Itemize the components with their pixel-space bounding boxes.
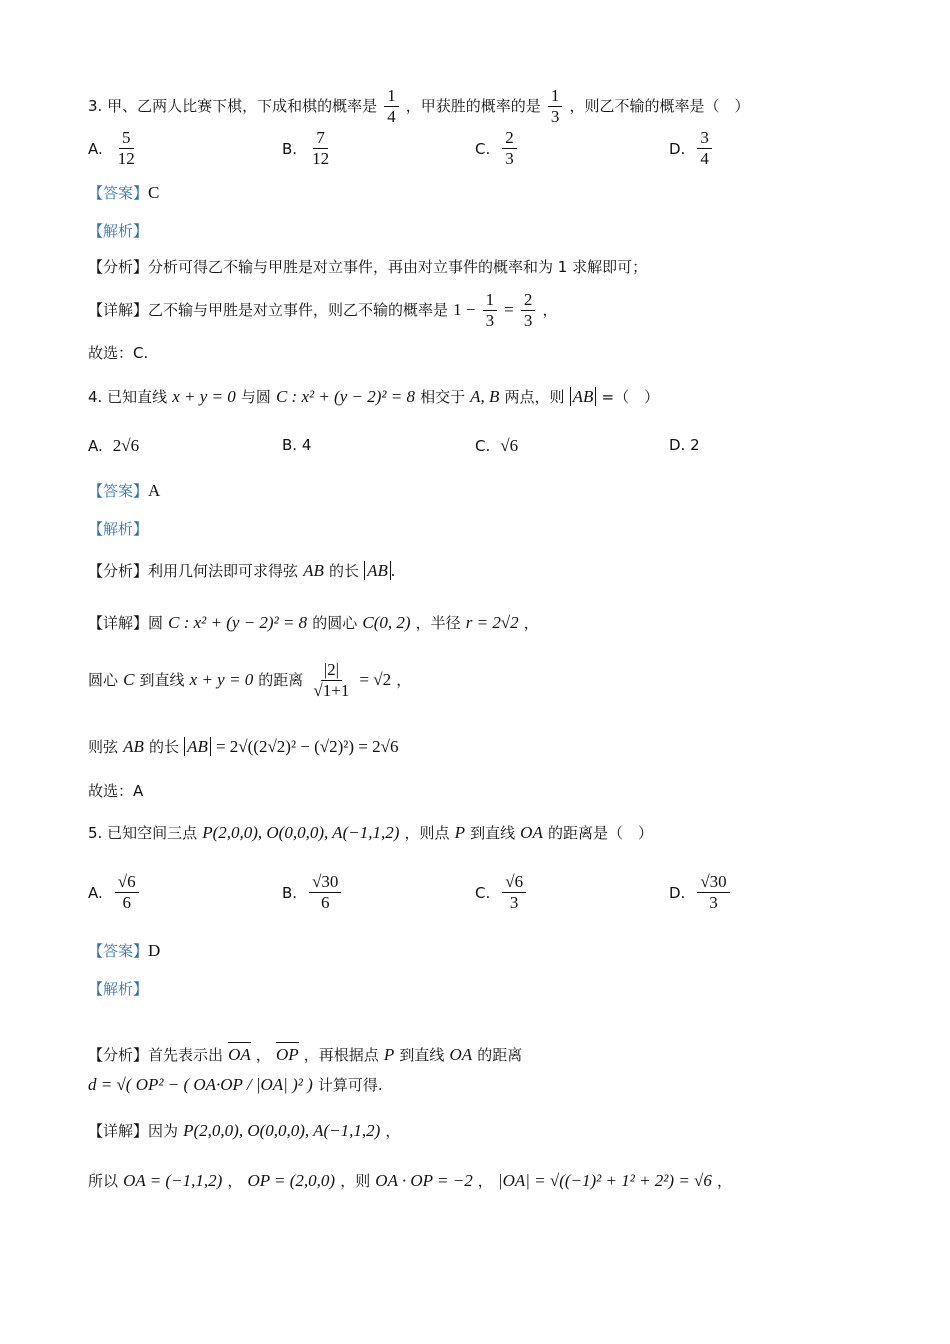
q5-xiangjie-1: 【详解】因为 P(2,0,0), O(0,0,0), A(−1,1,2) ，	[88, 1121, 401, 1140]
q5-answer: 【答案】D	[88, 941, 161, 960]
q4-option-d: D. 2	[669, 436, 700, 454]
q5-option-d: D. $\frac{√30}{3}$	[669, 872, 732, 913]
q4-option-c: C. √6	[475, 436, 519, 455]
q3-fenxi: 【分析】分析可得乙不输与甲胜是对立事件，再由对立事件的概率和为 1 求解即可；	[88, 258, 648, 276]
q4-fenxi: 【分析】利用几何法即可求得弦 AB 的长 AB .	[88, 561, 396, 580]
q3-fraction-win: $\frac{1}{3}$	[548, 86, 563, 127]
q5-option-c: C. $\frac{√6}{3}$	[475, 872, 528, 913]
q4-xiangjie-1: 【详解】圆 C : x² + (y − 2)² = 8 的圆心 C(0, 2) ，半径 r = 2√2 ，	[88, 613, 539, 632]
q4-option-a: A. 2√6	[88, 436, 140, 455]
q3-guxuan: 故选：C.	[88, 344, 149, 362]
q3-stem: 3. 甲、乙两人比赛下棋，下成和棋的概率是 $\frac{1}{4}$ ，甲获胜的概率的是 $\frac{1}{3}$ ，则乙不输的概率是（ ）	[88, 86, 750, 126]
q5-fenxi-formula: d = √( OP² − ( OA·OP / |OA| )² ) 计算可得.	[88, 1075, 383, 1094]
q5-jiexi: 【解析】	[88, 980, 149, 998]
q4-option-b: B. 4	[282, 436, 312, 454]
q4-xiangjie-2: 圆心 C 到直线 x + y = 0 的距离 $\frac{|2|}{√1+1}$ = √2 ，	[88, 660, 412, 700]
q4-jiexi: 【解析】	[88, 520, 149, 538]
q5-xiangjie-2: 所以 OA = (−1,1,2) ， OP = (2,0,0) ，则 OA · OP = −2 ， |OA| = √((−1)² + 1² + 2²) = √6 ，	[88, 1171, 732, 1190]
q3-option-d: D. $\frac{3}{4}$	[669, 128, 714, 169]
q3-fraction-draw: $\frac{1}{4}$	[384, 86, 399, 127]
q4-xiangjie-3: 则弦 AB 的长 AB = 2√((2√2)² − (√2)²) = 2√6	[88, 737, 399, 756]
q3-jiexi: 【解析】	[88, 222, 149, 240]
q5-option-b: B. $\frac{√30}{6}$	[282, 872, 343, 913]
q3-option-a: A. $\frac{5}{12}$	[88, 128, 135, 168]
q5-stem: 5. 已知空间三点 P(2,0,0), O(0,0,0), A(−1,1,2) ，则点 P 到直线 OA 的距离是（ ）	[88, 823, 653, 842]
q3-answer: 【答案】C	[88, 183, 160, 202]
q5-option-a: A. $\frac{√6}{6}$	[88, 872, 141, 913]
q4-answer: 【答案】A	[88, 481, 161, 500]
q3-option-c: C. $\frac{2}{3}$	[475, 128, 519, 169]
q4-stem: 4. 已知直线 x + y = 0 与圆 C : x² + (y − 2)² = 8 相交于 A, B 两点，则 AB =（ ）	[88, 387, 660, 406]
q5-fenxi: 【分析】首先表示出 OA ， OP ，再根据点 P 到直线 OA 的距离	[88, 1045, 523, 1064]
q3-xiangjie: 【详解】乙不输与甲胜是对立事件，则乙不输的概率是 1 − $\frac{1}{3}$ = $\frac{2}{3}$ ，	[88, 290, 558, 330]
q3-option-b: B. $\frac{7}{12}$	[282, 128, 330, 168]
q4-guxuan: 故选：A	[88, 782, 144, 800]
